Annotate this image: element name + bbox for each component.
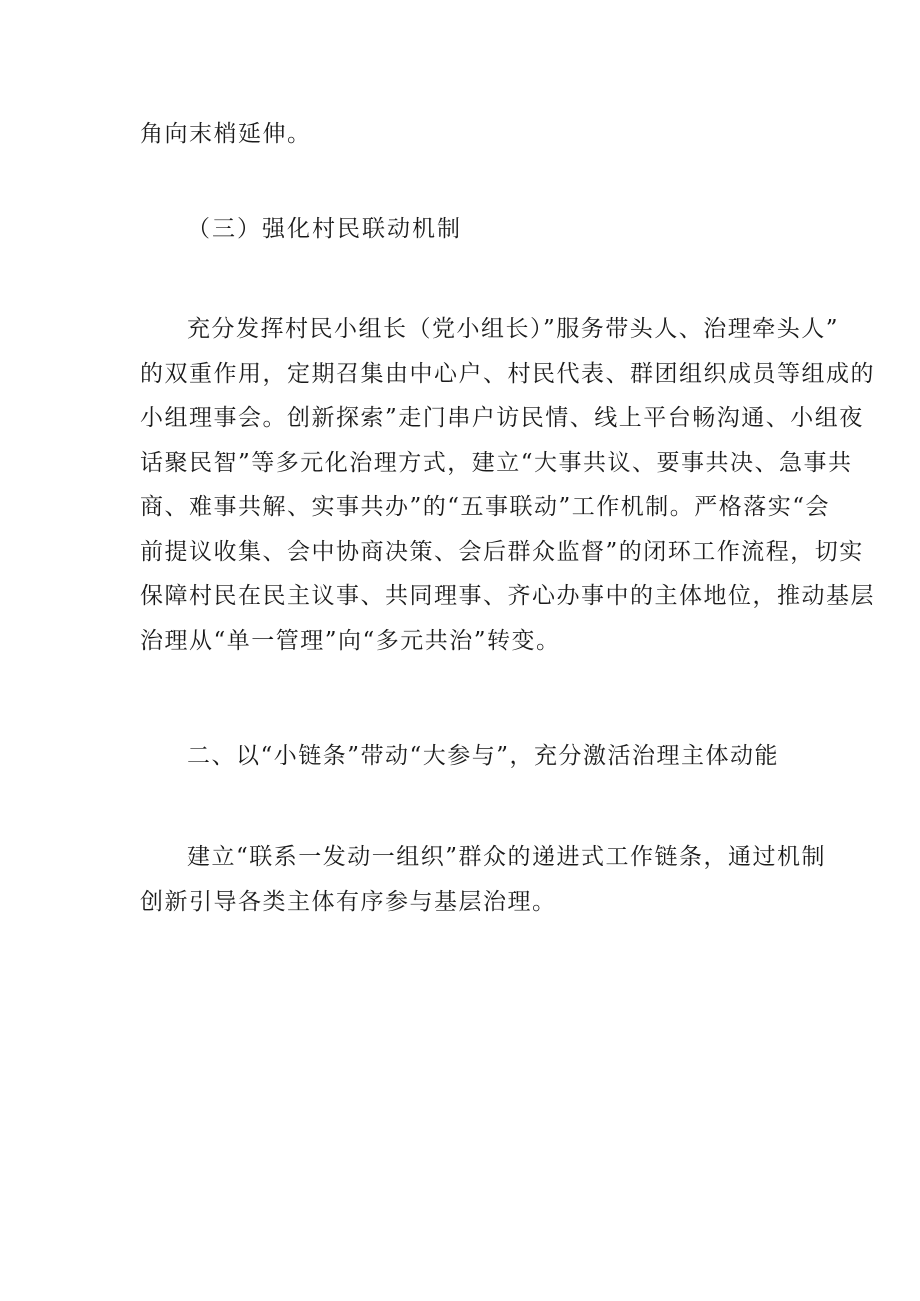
section-3-heading: （三）强化村民联动机制: [187, 216, 462, 242]
text-line: 建立“联系一发动一组织”群众的递进式工作链条，通过机制: [187, 844, 827, 870]
text-line: 的双重作用，定期召集由中心户、村民代表、群团组织成员等组成的: [140, 360, 875, 387]
text-line: 话聚民智”等多元化治理方式，建立“大事共议、要事共决、急事共: [140, 449, 853, 476]
text-line: 治理从“单一管理”向“多元共治”转变。: [140, 627, 561, 654]
text-line: 商、难事共解、实事共办”的“五事联动”工作机制。严格落实“会: [140, 494, 831, 520]
text-line: 小组理事会。创新探索”走门串户访民情、线上平台畅沟通、小组夜: [140, 405, 864, 431]
text-line: 创新引导各类主体有序参与基层治理。: [140, 888, 557, 915]
paragraph-intro-tail: [140, 116, 790, 152]
text-line: 充分发挥村民小组长（党小组长）”服务带头人、治理牵头人”: [187, 316, 840, 342]
section-3-paragraph: [140, 307, 875, 663]
text-line: 保障村民在民主议事、共同理事、齐心办事中的主体地位，推动基层: [140, 583, 875, 609]
text-line: 前提议收集、会中协商决策、会后群众监督”的闭环工作流程，切实: [140, 538, 864, 565]
text-line: 角向末梢延伸。: [140, 121, 312, 147]
part-2-heading: 二、以“小链条”带动“大参与”，充分激活治理主体动能: [187, 743, 780, 769]
part-2-paragraph: [140, 835, 827, 924]
